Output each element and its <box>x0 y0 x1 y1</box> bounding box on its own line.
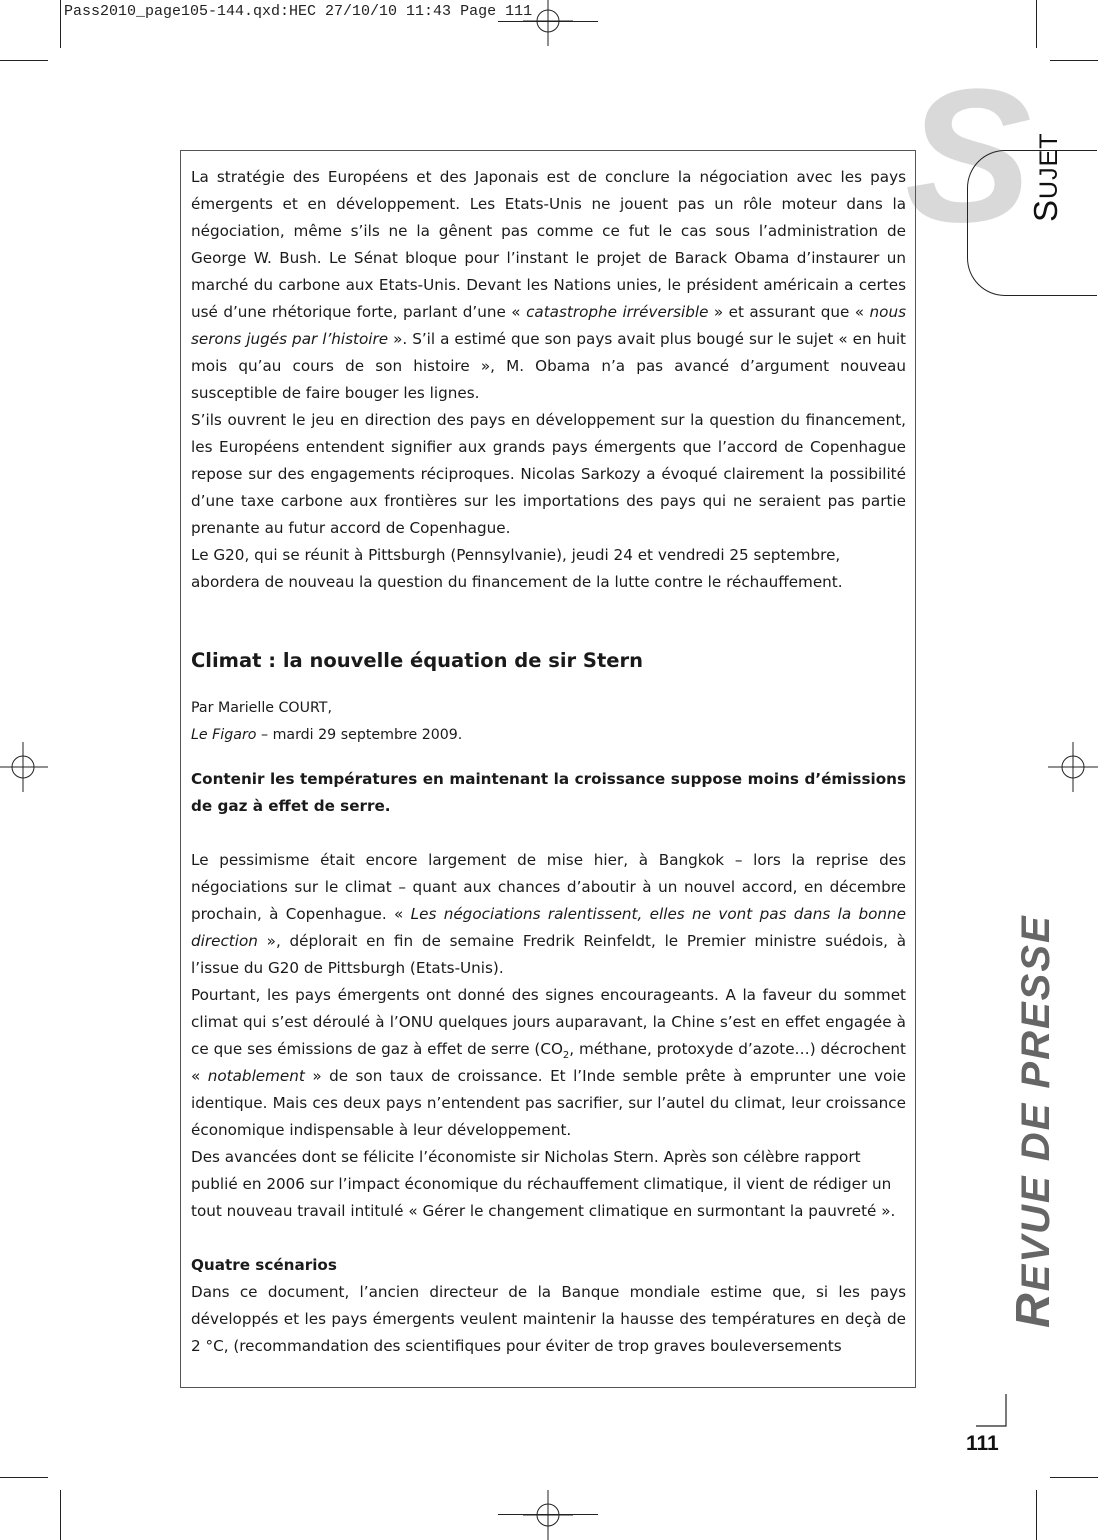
crop-mark <box>60 0 61 48</box>
text-segment: » et assurant que « <box>708 303 870 321</box>
page-number: 111 <box>966 1432 999 1455</box>
article-body <box>191 847 906 1225</box>
intro-paragraph <box>191 164 906 407</box>
article-lead: Contenir les températures en maintenant la croissance suppose moins d’émissions de gaz à effet de serre. <box>191 770 906 815</box>
section-label-first: R <box>1007 1291 1060 1328</box>
intro-paragraph <box>191 542 906 596</box>
byline-author: Par Marielle COURT, <box>191 700 332 716</box>
registration-mark-icon <box>523 0 573 46</box>
article-content <box>191 164 906 1360</box>
registration-mark-icon <box>523 1490 573 1540</box>
text-segment: La stratégie des Européens et des Japonais est de conclure la négociation avec les pays émergents et en développement. Les Etats-Unis ne jouent pas un rôle moteur dans la négociation, même s’ils ne la gênent pas comme ce fut le cas sous l’administration de George W. Bush. Le Sénat bloque pour l’instant le projet de Barack Obama d’instaurer un marché du carbone aux Etats-Unis. Devant les Nations unies, le président américain a certes usé d’une rhétorique forte, parlant d’une « <box>191 168 906 321</box>
text-segment: Le pessimisme était encore largement de mise hier, à Bangkok – lors la reprise des négociations sur le climat – quant aux chances d’aboutir à un nouvel accord, en décembre prochain, à Copenhague. « <box>191 851 906 923</box>
registration-mark-icon <box>0 742 48 792</box>
text-segment: 2 <box>562 1050 570 1062</box>
section-big-letter: S <box>905 50 1032 262</box>
article-title: Climat : la nouvelle équation de sir Stern <box>191 649 644 672</box>
text-segment: S’ils ouvrent le jeu en direction des pays en développement sur la question du financement, les Européens entendent signifier aux grands pays émergents que l’accord de Copenhague repose sur des engagements réciproques. Nicolas Sarkozy a évoqué clairement la possibilité d’une taxe carbone aux frontières sur les importations des pays qui ne seraient pas partie prenante au futur accord de Copenhague. <box>191 411 906 537</box>
crop-mark <box>1050 1477 1098 1478</box>
crop-mark <box>1050 60 1098 61</box>
sujet-label <box>1027 132 1065 222</box>
article-paragraph <box>191 847 906 982</box>
print-slug: Pass2010_page105-144.qxd:HEC 27/10/10 11:43 Page 111 <box>64 3 533 20</box>
text-segment: , méthane, protoxyde d’azote…) décrochent « <box>191 1040 906 1085</box>
source-date: – mardi 29 septembre 2009. <box>256 727 463 743</box>
text-segment: » de son taux de croissance. Et l’Inde semble prête à emprunter une voie identique. Mais ces deux pays n’entendent pas sacrifier, sur l’autel du climat, leur croissance économique indispensable à leur développement. <box>191 1067 906 1139</box>
article-paragraph <box>191 982 906 1144</box>
crop-mark <box>60 1490 61 1540</box>
article-paragraph <box>191 1144 906 1225</box>
intro-paragraph <box>191 407 906 542</box>
crop-mark <box>1036 1490 1037 1540</box>
intro-text <box>191 164 906 596</box>
byline-source <box>191 722 906 749</box>
sujet-label-first: S <box>1027 198 1064 222</box>
quote-text: Les négociations ralentissent, elles ne vont pas dans la bonne direction <box>191 905 906 950</box>
article-subheading: Quatre scénarios <box>191 1256 337 1274</box>
registration-mark-icon <box>1048 742 1098 792</box>
crop-mark <box>0 60 48 61</box>
text-segment: Le G20, qui se réunit à Pittsburgh (Pennsylvanie), jeudi 24 et vendredi 25 septembre, abordera de nouveau la question du financement de la lutte contre le réchauffement. <box>191 546 843 591</box>
source-name: Le Figaro <box>191 727 257 743</box>
quote-text: notablement <box>207 1067 305 1085</box>
section-label-rest: EVUE DE PRESSE <box>1014 914 1058 1292</box>
page-number-bracket <box>976 1394 1010 1430</box>
text-segment: », déplorait en fin de semaine Fredrik Reinfeldt, le Premier ministre suédois, à l’issue du G20 de Pittsburgh (Etats-Unis). <box>191 932 906 977</box>
quote-text: catastrophe irréversible <box>526 303 709 321</box>
text-segment: Des avancées dont se félicite l’économiste sir Nicholas Stern. Après son célèbre rapport publié en 2006 sur l’impact économique du réchauffement climatique, il vient de rédiger un tout nouveau travail intitulé « Gérer le changement climatique en surmontant la pauvreté ». <box>191 1148 896 1220</box>
article-paragraph: Dans ce document, l’ancien directeur de la Banque mondiale estime que, si les pays développés et les pays émergents veulent maintenir la hausse des températures en deçà de 2 °C, (recommandation des scientifiques pour éviter de trop graves bouleversements <box>191 1283 906 1355</box>
text-segment: ». S’il a estimé que son pays avait plus bougé sur le sujet « en huit mois qu’au cours de son histoire », M. Obama n’a pas avancé d’argument nouveau susceptible de faire bouger les lignes. <box>191 330 906 402</box>
crop-mark <box>0 1477 48 1478</box>
crop-mark <box>1036 0 1037 48</box>
sujet-label-rest: UJET <box>1035 132 1063 199</box>
section-label <box>1006 914 1061 1328</box>
quote-text: nous serons jugés par l’histoire <box>191 303 906 348</box>
text-segment: Pourtant, les pays émergents ont donné des signes encourageants. A la faveur du sommet climat qui s’est déroulé à l’ONU quelques jours auparavant, la Chine s’est en effet engagée à ce que ses émissions de gaz à effet de serre (CO <box>191 986 906 1058</box>
